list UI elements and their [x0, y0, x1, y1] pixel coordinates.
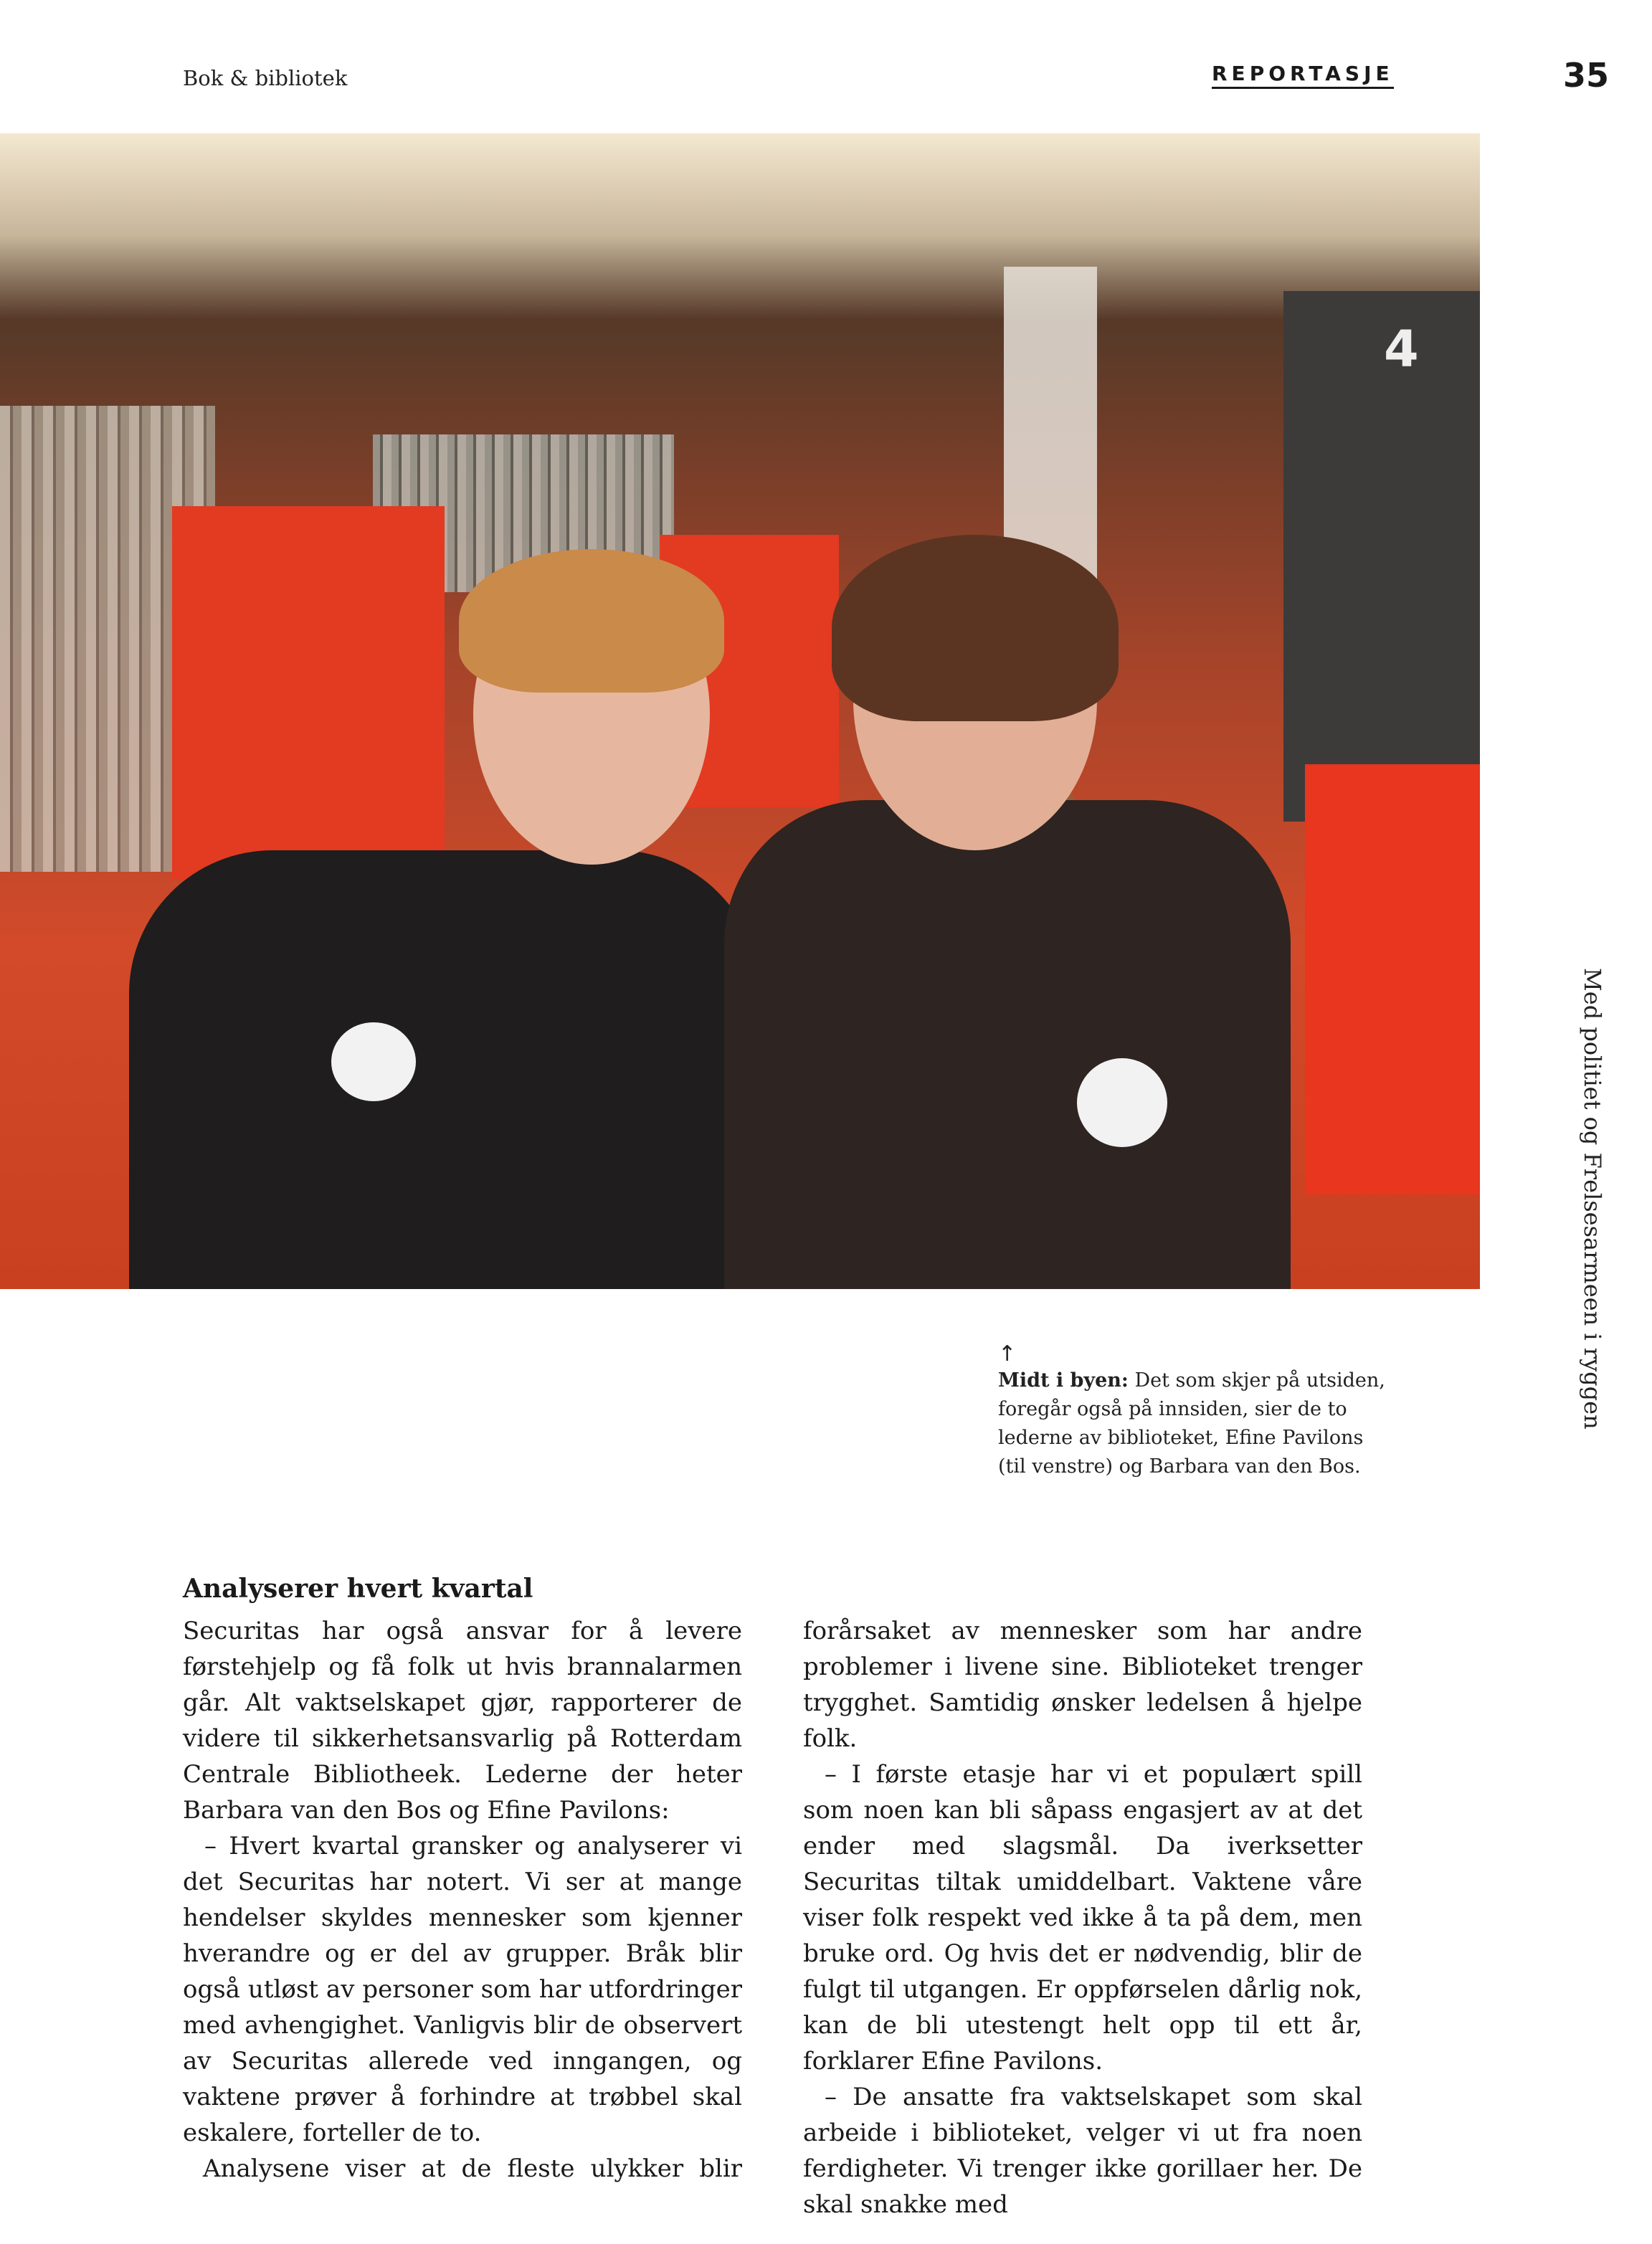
caption-lead: Midt i byen: [998, 1369, 1129, 1392]
article-column-right [803, 1613, 1362, 2222]
paragraph: forårsaket av mennesker som har andre problemer i livene sine. Biblioteket trenger trygghet. Samtidig ønsker ledelsen å hjelpe folk. [803, 1617, 1362, 1753]
side-title: Med politiet og Frelsesarmeen i ryggen [1579, 968, 1606, 1430]
caption-text: Det som skjer på utsiden, foregår også på innsiden, sier de to lederne av biblioteket, Efine Pavilons (til venstre) og Barbara van den Bos. [998, 1369, 1385, 1478]
photo-floor-sign [1283, 291, 1480, 822]
photo-caption [998, 1342, 1385, 1481]
article-photo [0, 133, 1480, 1289]
photo-person-left-hair [459, 549, 724, 693]
photo-person-left-body [129, 850, 760, 1289]
photo-person-right-hair [832, 535, 1119, 721]
section-title: REPORTASJE [1212, 62, 1394, 89]
paragraph: – I første etasje har vi et populært spill som noen kan bli såpass engasjert av at det ender med slagsmål. Da iverksetter Securitas tiltak umiddelbart. Vaktene våre viser folk respekt ved ikke å ta på dem, men bruke ord. Og hvis det er nødvendig, blir de fulgt til utgangen. Er oppførselen dårlig nok, kan de bli utestengt helt opp til ett år, forklarer Efine Pavilons. [803, 1760, 1362, 2076]
caption-arrow-icon: ↑ [998, 1341, 1017, 1366]
paragraph: Securitas har også ansvar for å levere førstehjelp og få folk ut hvis brannalarmen går. Alt vaktselskapet gjør, rapporterer de videre til sikkerhetsansvarlig på Rotterdam Centrale Bibliotheek. Lederne der heter Barbara van den Bos og Efine Pavilons: [183, 1617, 742, 1825]
paragraph: Analysene viser at de fleste ulykker blir [203, 2154, 742, 2183]
subheading: Analyserer hvert kvartal [183, 1574, 533, 1604]
section-label: Bok & bibliotek [183, 66, 348, 90]
floor-sign-number: 4 [1384, 320, 1419, 379]
paragraph: – De ansatte fra vaktselskapet som skal arbeide i biblioteket, velger vi ut fra noen ferdigheter. Vi trenger ikke gorillaer her. De skal snakke med [803, 2083, 1362, 2219]
photo-person-right-body [724, 800, 1291, 1289]
photo-red-display-right [1305, 764, 1480, 1194]
page-number: 35 [1563, 56, 1610, 95]
photo-badge-right [1077, 1058, 1167, 1147]
article-column-left [183, 1613, 742, 2187]
paragraph: – Hvert kvartal gransker og analyserer vi det Securitas har notert. Vi ser at mange hendelser skyldes mennesker som kjenner hverandre og er del av grupper. Bråk blir også utløst av personer som har utfordringer med avhengighet. Vanligvis blir de observert av Securitas allerede ved inngangen, og vaktene prøver å forhindre at trøbbel skal eskalere, forteller de to. [183, 1832, 742, 2147]
photo-badge-left [331, 1022, 416, 1101]
photo-ceiling-lights [0, 133, 1480, 320]
photo-red-display-left [172, 506, 445, 879]
